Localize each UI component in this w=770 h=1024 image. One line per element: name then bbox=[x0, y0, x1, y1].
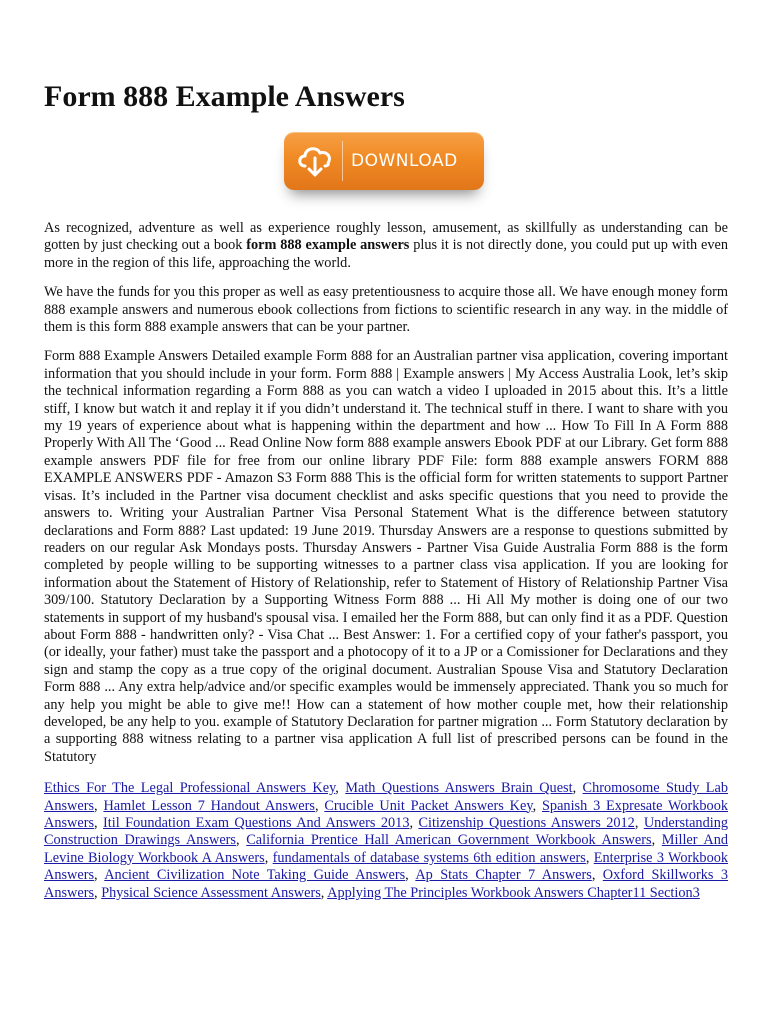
link-separator: , bbox=[320, 884, 328, 901]
link-separator: , bbox=[409, 815, 419, 831]
article-body bbox=[44, 220, 728, 766]
paragraph-text: plus it is not directly done, you could put up with even more in the region of this life, approaching the world. bbox=[44, 237, 728, 271]
related-link[interactable]: Itil Foundation Exam Questions And Answers 2013 bbox=[103, 815, 410, 831]
link-separator: , bbox=[532, 797, 542, 814]
link-separator: , bbox=[572, 780, 583, 797]
paragraph-text: Form 888 Example Answers Detailed example Form 888 for an Australian partner visa application, covering important information that you should include in your form. Form 888 | Example answers | My Access Australia Look, let’s skip the technical information regarding a Form 888 as you can watch a video I uploaded in 2015 about this. It’s a little stiff, I know but watch it and replay it if you didn’t understand it. The technical stuff in there. I want to share with you my 19 years of experience about what is happening within the department and how ... How To Fill In A Form 888 Properly With All The ‘Good ... Read Online Now form 888 example answers Ebook PDF at our Library. Get form 888 example answers PDF file for free from our online library PDF File: form 888 example answers FORM 888 EXAMPLE ANSWERS PDF - Amazon S3 Form 888 This is the official form for written statements to support Partner visas. It’s included in the Partner visa document checklist and asks specific questions that you need to provide the answers to. Writing your Australian Partner Visa Personal Statement What is the difference between statutory declarations and Form 888? Last updated: 19 June 2019. Thursday Answers are a response to questions submitted by readers on our regular Ask Mondays posts. Thursday Answers - Partner Visa Guide Australia Form 888 is the form completed by people willing to be supporting witnesses to a partner class visa application. If you are looking for information about the Statement of History of Relationship, refer to Statement of History of Relationship Partner Visa 309/100. Statutory Declaration by a Supporting Witness Form 888 ... Hi All My mother is doing one of our two statements in support of my husband's spousal visa. I emailed her the Form 888, but can only find it as a PDF. Question about Form 888 - handwritten only? - Visa Chat ... Best Answer: 1. For a certified copy of your father's passport, you (or ideally, your father) must take the passport and a photocopy of it to a JP or a Comissioner for Declarations and they sign and stamp the copy as a true copy of the original document. Australian Spouse Visa and Statutory Declaration Form 888 ... Any extra help/advice and/or specific examples would be immensely appreciated. Thank you so much for any help you might be able to give me!! How can a statement of how mother couple met, how their relationship developed, be any help to you. example of Statutory Declaration for partner migration ... Form Statutory declaration by a supporting 888 witness relating to a partner visa application A full list of prescribed persons can be found in the Statutory bbox=[44, 348, 728, 765]
related-link[interactable]: Miller And Levine Biology Workbook A Answers bbox=[44, 832, 729, 866]
link-separator: , bbox=[236, 832, 247, 849]
paragraph-text: As recognized, adventure as well as experience roughly lesson, amusement, as skillfully as understanding can be gotten by just checking out a book bbox=[44, 220, 728, 254]
book-title: form 888 example answers bbox=[246, 237, 410, 254]
cloud-download-icon bbox=[292, 139, 338, 183]
link-separator: , bbox=[94, 797, 104, 814]
download-button[interactable] bbox=[284, 132, 484, 190]
related-link[interactable]: Hamlet Lesson 7 Handout Answers bbox=[103, 797, 315, 814]
paragraph-intro bbox=[44, 220, 728, 272]
link-separator: , bbox=[335, 780, 346, 797]
link-separator: , bbox=[591, 867, 603, 884]
paragraph-text: We have the funds for you this proper as well as easy pretentiousness to acquire those all. We have enough money form 888 example answers and numerous ebook collections from fictions to scientific research in any way. in the middle of them is this form 888 example answers that can be your partner. bbox=[44, 284, 728, 336]
related-link[interactable]: Math Questions Answers Brain Quest bbox=[345, 780, 573, 797]
related-links bbox=[44, 780, 728, 902]
related-link[interactable]: Crucible Unit Packet Answers Key bbox=[324, 797, 533, 814]
link-separator: , bbox=[94, 867, 105, 884]
button-divider bbox=[342, 141, 343, 181]
related-link[interactable]: fundamentals of database systems 6th edition answers bbox=[272, 849, 586, 866]
related-link[interactable]: Physical Science Assessment Answers bbox=[101, 884, 321, 901]
related-link[interactable]: Understanding Construction Drawings Answers bbox=[44, 815, 728, 849]
link-separator: , bbox=[264, 849, 273, 866]
document-page bbox=[44, 78, 728, 902]
paragraph-main bbox=[44, 348, 728, 766]
related-link[interactable]: Citizenship Questions Answers 2012 bbox=[418, 815, 635, 831]
link-separator: , bbox=[405, 867, 416, 884]
paragraph-second bbox=[44, 284, 728, 336]
related-link[interactable]: Applying The Principles Workbook Answers Chapter11 Section3 bbox=[327, 884, 700, 901]
related-link[interactable]: Enterprise 3 Workbook Answers bbox=[44, 849, 729, 884]
link-separator: , bbox=[94, 815, 104, 831]
link-separator: , bbox=[585, 849, 594, 866]
link-separator: , bbox=[94, 884, 102, 901]
related-link[interactable]: Chromosome Study Lab Answers bbox=[44, 780, 728, 814]
link-separator: , bbox=[634, 815, 644, 831]
related-link[interactable]: Ancient Civilization Note Taking Guide Answers bbox=[104, 867, 406, 884]
related-link[interactable]: Ap Stats Chapter 7 Answers bbox=[415, 867, 592, 884]
link-separator: , bbox=[314, 797, 325, 814]
download-area bbox=[44, 132, 728, 220]
page-title: Form 888 Example Answers bbox=[44, 80, 405, 113]
download-label: DOWNLOAD bbox=[351, 151, 458, 171]
related-link[interactable]: Spanish 3 Expresate Workbook Answers bbox=[44, 797, 728, 831]
related-link[interactable]: Ethics For The Legal Professional Answers Key bbox=[44, 780, 336, 797]
related-link[interactable]: Oxford Skillworks 3 Answers bbox=[44, 867, 728, 901]
link-separator: , bbox=[651, 832, 662, 849]
related-link[interactable]: California Prentice Hall American Government Workbook Answers bbox=[246, 832, 652, 849]
